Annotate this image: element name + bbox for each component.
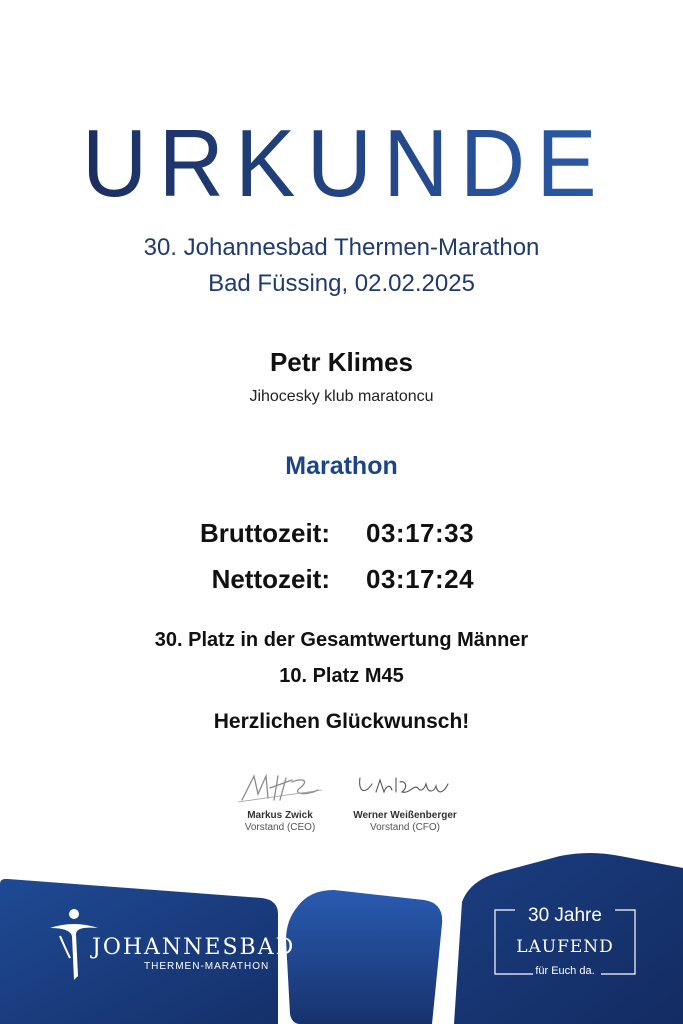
signature-block-cfo [340, 770, 470, 833]
signatory-name-ceo: Markus Zwick [247, 810, 313, 821]
net-time-value: 03:17:24 [366, 564, 475, 594]
overall-placement: 30. Platz in der Gesamtwertung Männer [154, 629, 529, 651]
badge-laufend: LAUFEND [516, 937, 614, 957]
age-group-placement: 10. Platz M45 [279, 665, 404, 687]
signatory-role-cfo: Vorstand (CFO) [369, 822, 441, 833]
runner-name: Petr Klimes [269, 347, 414, 377]
signature-ceo-icon [230, 770, 330, 804]
badge-years: 30 Jahre [528, 905, 602, 926]
badge-tagline: für Euch da. [535, 965, 595, 977]
gross-time-label: Bruttozeit: [200, 518, 330, 548]
gross-time-value: 03:17:33 [366, 518, 475, 548]
signature-block-ceo [215, 770, 345, 833]
event-location-date: Bad Füssing, 02.02.2025 [208, 270, 475, 297]
discipline: Marathon [285, 452, 398, 480]
runner-club: Jihocesky klub maratoncu [249, 388, 434, 405]
certificate-title [80, 112, 610, 208]
event-name: 30. Johannesbad Thermen-Marathon [143, 234, 540, 261]
logo-name: JOHANNESBAD [92, 935, 296, 960]
signatory-name-cfo: Werner Weißenberger [353, 810, 457, 821]
logo-subtitle: THERMEN-MARATHON [144, 961, 270, 972]
certificate-title-text: URKUNDE [82, 112, 608, 208]
signature-cfo-icon [350, 770, 460, 804]
net-time-label: Nettozeit: [211, 564, 330, 594]
congratulations: Herzlichen Glückwunsch! [213, 710, 470, 733]
signatory-role-ceo: Vorstand (CEO) [244, 822, 316, 833]
